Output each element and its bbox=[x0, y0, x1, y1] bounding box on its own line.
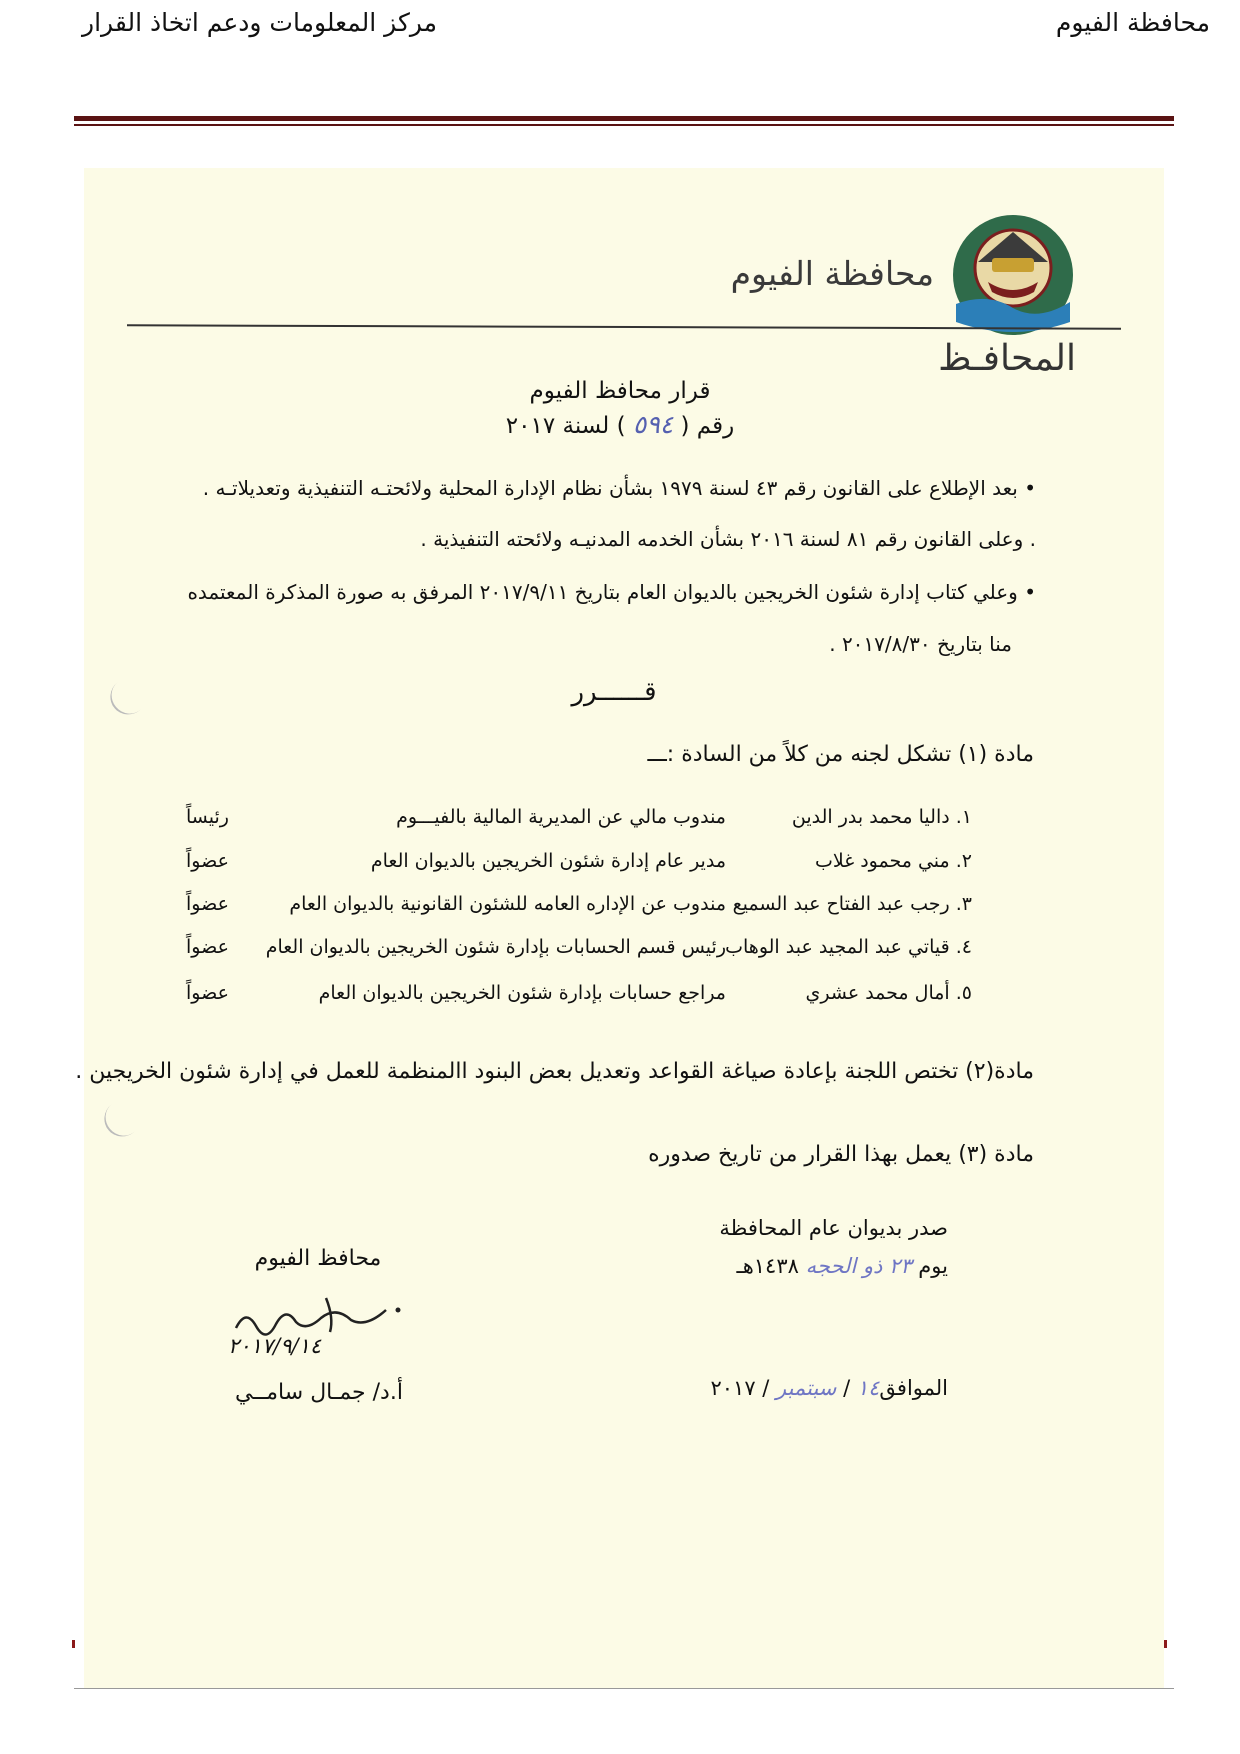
header-divider bbox=[74, 116, 1174, 121]
member-position: عضواً bbox=[186, 893, 229, 915]
member-name: ٥. أمال محمد عشري bbox=[805, 982, 972, 1004]
signature-date: ٢٠١٧/٩/١٤ bbox=[228, 1334, 322, 1358]
letterhead-governorate: محافظة الفيوم bbox=[730, 254, 934, 293]
letterhead-title: المحافـظ bbox=[938, 338, 1076, 379]
member-role: مندوب عن الإداره العامه للشئون القانونية بالديوان العام bbox=[289, 893, 726, 915]
member-role: رئيس قسم الحسابات بإدارة شئون الخريجين بالديوان العام bbox=[265, 936, 726, 958]
member-position: عضواً bbox=[186, 850, 229, 872]
fayoum-governorate-seal-icon bbox=[948, 212, 1078, 338]
article-2: مادة(٢) تختص اللجنة بإعادة صياغة القواعد وتعديل بعض البنود االمنظمة للعمل في إدارة شئون الخريجين . bbox=[75, 1059, 1034, 1084]
header-divider-thin bbox=[74, 124, 1174, 126]
member-name: ٢. مني محمود غلاب bbox=[815, 850, 972, 872]
signatory-name: أ.د/ جمـال سامــي bbox=[235, 1380, 403, 1405]
header-center: مركز المعلومات ودعم اتخاذ القرار bbox=[82, 8, 438, 37]
hijri-handwritten: ٢٣ ذو الحجه bbox=[805, 1254, 912, 1278]
member-name: ٣. رجب عبد الفتاح عبد السميع bbox=[732, 893, 972, 915]
member-role: مدير عام إدارة شئون الخريجين بالديوان العام bbox=[370, 850, 726, 872]
decision-number-handwritten: ٥٩٤ bbox=[632, 410, 674, 439]
footer-divider bbox=[74, 1688, 1174, 1689]
decision-number-prefix: رقم ( bbox=[680, 413, 735, 439]
decision-number-suffix: ) لسنة ٢٠١٧ bbox=[505, 413, 626, 439]
preamble-1: • بعد الإطلاع على القانون رقم ٤٣ لسنة ١٩٧٩ بشأن نظام الإدارة المحلية ولائحتـه التنفيذية وتعديلاتـه . bbox=[202, 476, 1036, 500]
article-1: مادة (١) تشكل لجنه من كلاً من السادة :ـــ bbox=[647, 742, 1034, 767]
member-position: رئيساً bbox=[186, 806, 229, 828]
article-3: مادة (٣) يعمل بهذا القرار من تاريخ صدوره bbox=[648, 1142, 1034, 1167]
hijri-date bbox=[737, 1254, 948, 1278]
greg-year: ٢٠١٧ bbox=[710, 1376, 756, 1400]
preamble-2: . وعلى القانون رقم ٨١ لسنة ٢٠١٦ بشأن الخدمه المدنيـه ولائحته التنفيذية . bbox=[420, 527, 1036, 551]
member-position: عضواً bbox=[186, 936, 229, 958]
corresponding-prefix: الموافق bbox=[879, 1376, 948, 1400]
signatory-title: محافظ الفيوم bbox=[254, 1246, 382, 1271]
hijri-day-prefix: يوم bbox=[918, 1254, 948, 1278]
issued-at: صدر بديوان عام المحافظة bbox=[719, 1216, 948, 1240]
preamble-3: • وعلي كتاب إدارة شئون الخريجين بالديوان العام بتاريخ ٢٠١٧/٩/١١ المرفق به صورة المذكرة المعتمده bbox=[187, 580, 1036, 604]
preamble-4: منا بتاريخ ٢٠١٧/٨/٣٠ . bbox=[829, 632, 1012, 656]
decision-title: قرار محافظ الفيوم bbox=[529, 378, 711, 404]
gregorian-date: الموافق١٤ / سبتمبر / ٢٠١٧ bbox=[710, 1376, 948, 1400]
member-role: مراجع حسابات بإدارة شئون الخريجين بالديوان العام bbox=[318, 982, 726, 1004]
member-name: ١. داليا محمد بدر الدين bbox=[791, 806, 972, 828]
decided-heading: قــــــرر bbox=[571, 677, 657, 707]
member-position: عضواً bbox=[186, 982, 229, 1004]
hijri-year: ١٤٣٨هـ bbox=[736, 1254, 799, 1278]
greg-day: ١٤ bbox=[856, 1376, 880, 1400]
header-governorate: محافظة الفيوم bbox=[1055, 8, 1210, 37]
decision-number bbox=[440, 410, 800, 439]
footer-mark bbox=[72, 1640, 75, 1648]
greg-month: سبتمبر bbox=[776, 1376, 837, 1400]
member-role: مندوب مالي عن المديرية المالية بالفيـــوم bbox=[396, 806, 726, 828]
member-name: ٤. قياتي عبد المجيد عبد الوهاب bbox=[725, 936, 972, 958]
footer-mark bbox=[1164, 1640, 1167, 1648]
